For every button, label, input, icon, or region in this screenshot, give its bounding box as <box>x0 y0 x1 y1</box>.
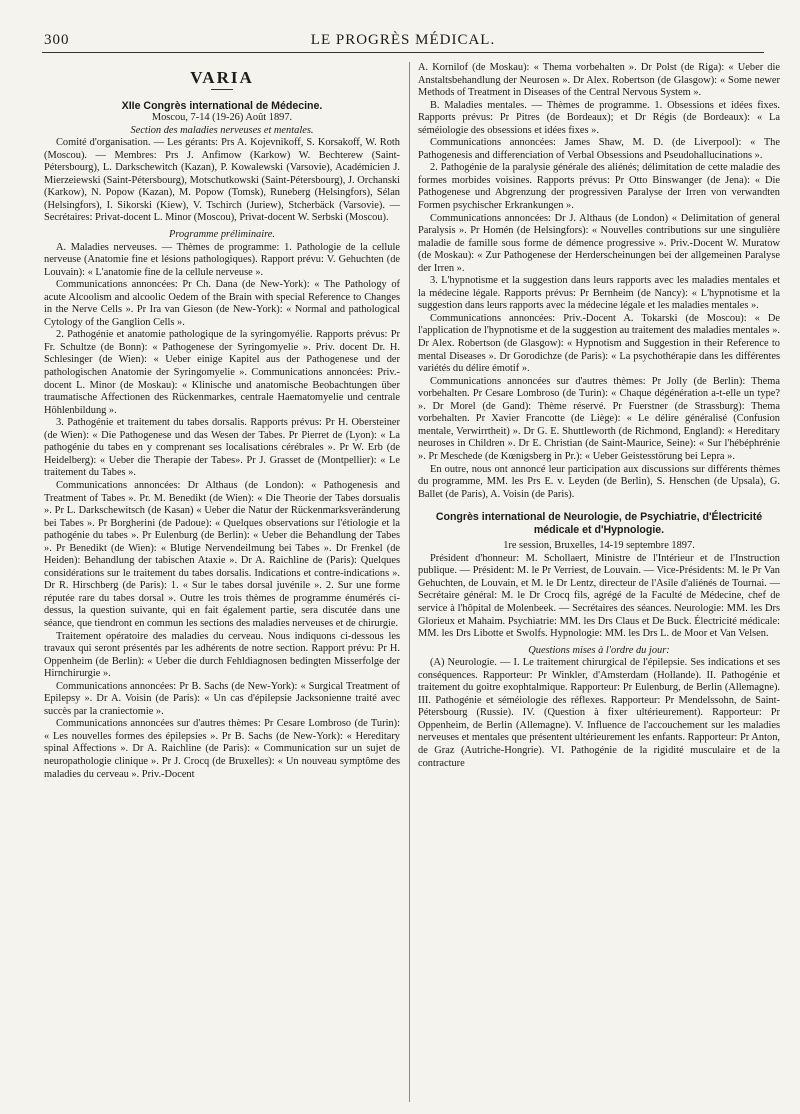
paragraph: Traitement opératoire des maladies du cerveau. Nous indiquons ci-dessous les travaux qui seront présentés par les adhérents de notre section. Rapport prévu: Pr H. Oppenheim (de Berlin): « Ueber die durch Fehldiagnosen bedingten Misserfolge der Hirnchirurgie ». <box>44 630 400 680</box>
running-header <box>42 30 764 53</box>
paragraph: 3. Pathogénie et traitement du tabes dorsalis. Rapports prévus: Pr H. Obersteiner (de Wien): « Die Pathogenese und das Wesen der Tabes. Pr Pierret de (Lyon): « La pathogénie du tabes en y comprenant ses localisations cérébrales ». Pr W. Erb (de Heidelberg): « Ueber die Therapie der Tabes». Pr J. Grasset de (Montpellier): « Le traitement du Tabes ». <box>44 417 400 479</box>
paragraph: Communications annoncées: Dr J. Althaus (de London) « Delimitation of general Paralysis ». Pr Homén (de Helsingfors): « Nouvelles contributions sur une singulière maladie de famille sous forme de démence progressive ». Priv.-Docent W. Muratow (de Moskau): « Zur Pathogenese der Herderscheinungen bei der allgemeinen Paralyse der Irren ». <box>418 212 780 274</box>
paragraph: Communications annoncées: Pr B. Sachs (de New-York): « Surgical Treatment of Epilepsy ». Dr A. Voisin (de Paris): « Un cas d'épilepsie Jacksonienne traité avec succès par la craniectomie ». <box>44 680 400 717</box>
right-column <box>418 62 780 1106</box>
paragraph: Communications annoncées: Pr Ch. Dana (de New-York): « The Pathology of acute Alcoolism and alcoolic Oedem of the Brain with special Reference to Changes in the Nerve Cells ». Pr Ira van Gieson (de New-York): « Normal and pathological Cytology of the Ganglion Cells ». <box>44 279 400 328</box>
congress2-title: Congrès international de Neurologie, de Psychiatrie, d'Électricité médicale et d'Hypnologie. <box>435 511 763 536</box>
paragraph: Communications annoncées: James Shaw, M. D. (de Liverpool): « The Pathogenesis and differenciation of Verbal Obsessions and Pseudohallucinations ». <box>418 137 780 161</box>
paragraph: Communications annoncées sur d'autres thèmes: Pr Jolly (de Berlin): Thema vorbehalten. Pr Cesare Lombroso (de Turin): « Chaque dégénération a-t-elle un type? ». Dr Morel (de Gand): Thème réservé. Pr Fuerstner (de Strassburg): Thema vorbehalten. Pr Xavier Francotte (de Liège): « Le délire généralisé (Confusion mentale, Verwirrtheit) ». Dr G. E. Shuttleworth (de Richmond, England): « Hereditary neuroses in Children ». Dr E. Christian (de Saint-Maurice, Seine): « Sur l'hébéphrénie ». Pr Meschede (de Kœnigsberg in Pr.): « Ueber Geistesstörung bei Lepra ». <box>418 375 780 462</box>
paragraph: Communications annoncées sur d'autres thèmes: Pr Cesare Lombroso (de Turin): « Les nouvelles formes des épilepsies ». Pr B. Sachs (de New-York): « Hereditary spinal Affections ». Dr A. Raichline (de Paris): « Communication sur un sujet de neuropathologie clinique ». Pr J. Crocq (de Bruxelles): « Un nouveau symptôme des maladies du cerveau ». Priv.-Docent <box>44 718 400 780</box>
left-column <box>44 62 400 1106</box>
title-divider <box>211 89 233 90</box>
paragraph: En outre, nous ont annoncé leur participation aux discussions sur différents thèmes du programme, MM. les Prs E. v. Leyden (de Berlin), S. Henschen (de Upsala), G. Ballet (de Paris), A. Voisin (de Paris). <box>418 463 780 500</box>
paragraph: Communications annoncées: Priv.-Docent A. Tokarski (de Moscou): « De l'application de l'hypnotisme et de la suggestion au traitement des maladies mentales ». Dr Alex. Robertson (de Glasgow): « Hypnotism and Suggestion in their Reference to mental Diseases ». Dr Gorodichze (de Paris): « La psychothérapie dans les différentes variétés du délire émotif ». <box>418 312 780 375</box>
paragraph: A. Kornilof (de Moskau): « Thema vorbehalten ». Dr Polst (de Riga): « Ueber die Anstaltsbehandlung der Neurosen ». Dr Alex. Robertson (de Glasgow): « Some newer Methods of Treatment in Diseases of the Central Nervous System ». <box>418 62 780 99</box>
paragraph: 2. Pathogénie et anatomie pathologique de la syringomyélie. Rapports prévus: Pr Fr. Schultze (de Bonn): « Pathogenese der Syringomyelie ». Priv. docent Dr. H. Schlesinger (de Wien): « Ueber einige Kapitel aus der Pathogenese und der pathologischen Anatomie der Syringomyelie ». Communications annoncées: Priv.-docent L. Minor (de Moskau): « Klinische und anatomische Beobachtungen über traumatische Affectionen des Rückenmarkes, centrale Haematomyelie und centrale Höhlenbildung ». <box>44 329 400 416</box>
congress-title: XIIe Congrès international de Médecine. <box>121 99 323 112</box>
programme-heading: Programme préliminaire. <box>168 229 275 241</box>
section-title: VARIA <box>190 68 254 87</box>
questions-heading: Questions mises à l'ordre du jour: <box>528 644 670 656</box>
paragraph: Communications annoncées: Dr Althaus (de London): « Pathogenesis and Treatment of Tabes ». Pr. M. Benedikt (de Wien): « Die Theorie der Tabes dorsualis ». Pr L. Darkschewitsch (de Kasan) « Ueber die Natur der Rückenmarksveränderung bei Tabes ». Pr Borgherini (de Padoue): « Quelques observations sur l'étiologie et la pathogénie du tabes ». Pr Eulenburg (de Berlin): « Ueber die Behandlung der Tabes ». Pr Benedikt (de Wien): « Blutige Nervendeilmung bei Tabes ». Dr Frenkel (de Heiden): Behandlung der tabischen Ataxie ». Dr A. Raichline de (Paris): Quelques considérations sur le traitement du tabes dorsalis. Indications et contre-indications ». Dr R. Hirschberg (de Paris): 1. « Sur le tabes dorsal juvénile ». 2. Sur une forme réputée rare du tabes dorsal ». Outre les trois thèmes de programme énumérés ci-dessus, la question suivante, qui en fait également partie, sera discutée dans une séance, que tiendront en commun les sections des maladies nerveuses et de chirurgie. <box>44 479 400 629</box>
journal-title: LE PROGRÈS MÉDICAL. <box>310 32 496 48</box>
paragraph: (A) Neurologie. — I. Le traitement chirurgical de l'épilepsie. Ses indications et ses conséquences. Rapporteur: Pr Winkler, d'Amsterdam (Hollande). II. Pathogénie et traitement du goitre exophtalmique. Rapporteur: Pr Eulenburg, de Berlin (Allemagne). III. Pathogénie et séméiologie des réflexes. Rapporteur: Pr Mendelssohn, de Saint-Pétersbourg (Russie). IV. (Question à fixer ultérieurement). Rapporteur: Pr Oppenheim, de Berlin (Allemagne). V. Influence de l'accouchement sur les maladies nerveuses et mentales que présentent ultérieurement les enfants. Rapporteur: Pr Anton, de Graz (Autriche-Hongrie). VI. Pathogénie de la rigidité musculaire et de la contracture <box>418 657 780 769</box>
congress2-session: 1re session, Bruxelles, 14-19 septembre 1897. <box>503 540 695 552</box>
page-number: 300 <box>44 32 70 48</box>
paragraph: 3. L'hypnotisme et la suggestion dans leurs rapports avec les maladies mentales et la médecine légale. Rapports prévus: Pr Bernheim (de Nancy): « L'hypnotisme et la suggestion dans leurs rapports avec la médecine légale et les maladies mentales ». <box>418 275 780 312</box>
paragraph: Comité d'organisation. — Les gérants: Prs A. Kojevnikoff, S. Korsakoff, W. Roth (Moscou). — Membres: Prs J. Anfimow (Karkow) W. Bechterew (Saint-Pétersbourg), L. Darkschewitch (Kazan), P. Kowalewski (Varsovie), Académicien J. Mierzeiewski (Saint-Pétersbourg), Motschutkowski (Saint-Pétersbourg), J. Orchanski (Karkow), N. Popow (Kazan), M. Popow (Tomsk), Runeberg (Helsingfors), Sélan (Helsingfors), I. Sikorski (Kiew), V. Tschirch (Juriew), Stcherbäck (Varsovie). — Secrétaires: Privat-docent L. Minor (Moscou), Privat-docent W. Serbski (Moscou). <box>44 137 400 224</box>
paragraph: 2. Pathogénie de la paralysie générale des aliénés; délimitation de cette maladie des formes morbides voisines. Rapports prévus: Pr Otto Binswanger (de Jena): « Die Pathogenese und Abgrenzung der progressiven Paralyse der Irren von verwandten Formen psychischer Erkrankungen ». <box>418 162 780 212</box>
congress-dates: Moscou, 7-14 (19-26) Août 1897. <box>151 112 293 124</box>
paragraph: B. Maladies mentales. — Thèmes de programme. 1. Obsessions et idées fixes. Rapports prévus: Pr Pitres (de Bordeaux); et Dr Régis (de Bordeaux): « La séméiologie des obsessions et idées fixes ». <box>418 99 780 136</box>
column-divider <box>409 62 410 1102</box>
paragraph: A. Maladies nerveuses. — Thèmes de programme: 1. Pathologie de la cellule nerveuse (Anatomie fine et lésions pathologiques). Rapport prévu: V. Gehuchten (de Louvain): « L'anatomie fine de la cellule nerveuse ». <box>44 241 400 278</box>
section-subtitle: Section des maladies nerveuses et mentales. <box>130 124 314 136</box>
paragraph: Président d'honneur: M. Schollaert, Ministre de l'Intérieur et de l'Instruction publique. — Président: M. le Pr Verriest, de Louvain. — Vice-Présidents: M. le Pr Van Gehuchten, de Louvain, et M. le Dr Lentz, directeur de l'Asile d'aliénés de Tournai. — Secrétaire général: M. le Dr Crocq fils, agrégé de la Faculté de Médecine, chef de service à l'hôpital de Molenbeek. — Secrétaires des séances. Neurologie: MM. les Drs Glorieux et Mahaim. Psychiatrie: MM. les Drs Claus et De Buck. Électricité médicale: MM. les Drs Libotte et Swolfs. Hypnologie: MM. les Drs L. de Moor et Van Velsen. <box>418 552 780 640</box>
